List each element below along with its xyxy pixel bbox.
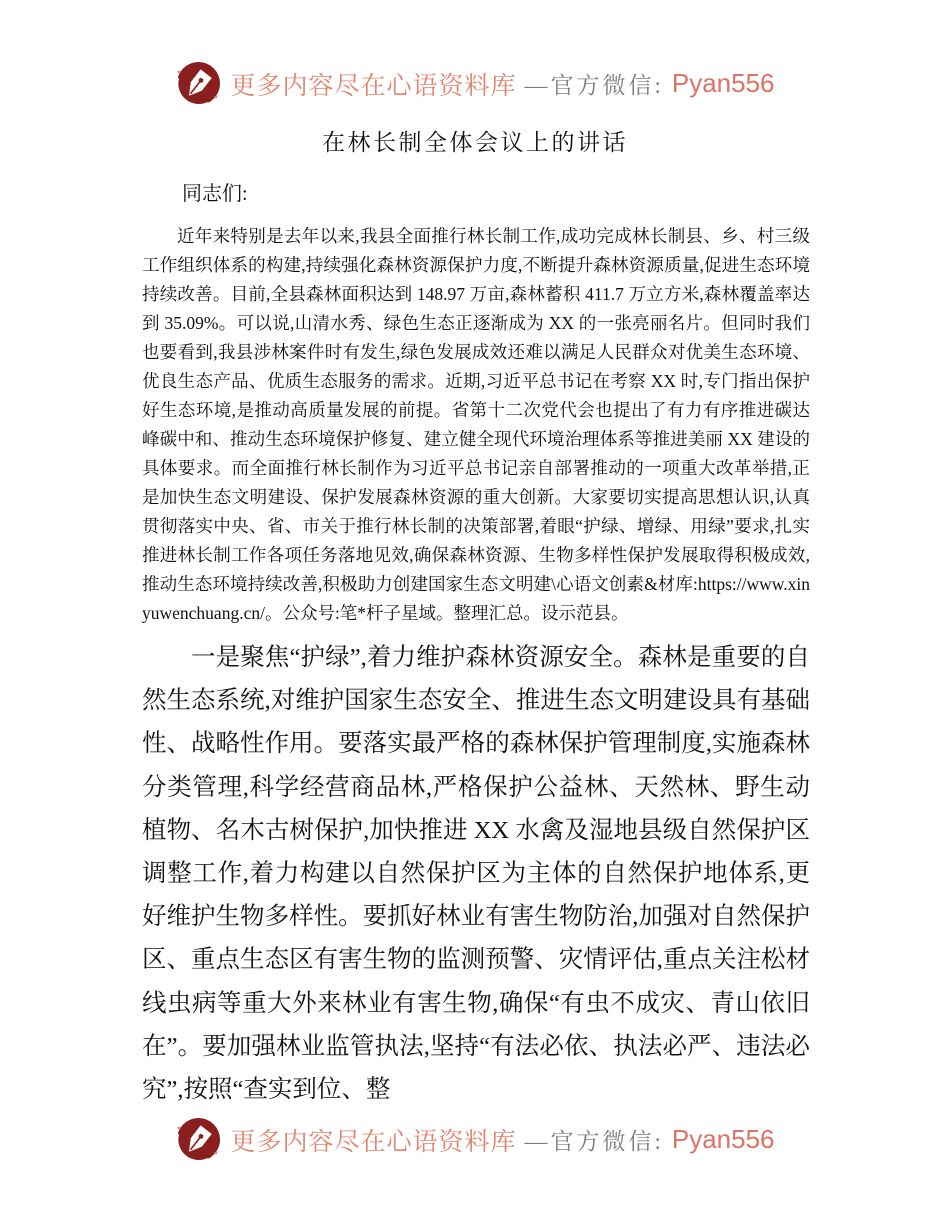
body-paragraph-intro: 近年来特别是去年以来,我县全面推行林长制工作,成功完成林长制县、乡、村三级工作组织体系的构建,持续强化森林资源保护力度,不断提升森林资源质量,促进生态环境持续改善。目前,全县森林面积达到 148.97 万亩,森林蓄积 411.7 万立方米,森林覆盖率达到 35.09%。可以说,山清水秀、绿色生态正逐渐成为 XX 的一张亮丽名片。但同时我们也要看到,我县涉林案件时有发生,绿色发展成效还难以满足人民群众对优美生态环境、优良生态产品、优质生态服务的需求。近期,习近平总书记在考察 XX 时,专门指出保护好生态环境,是推动高质量发展的前提。省第十二次党代会也提出了有力有序推进碳达峰碳中和、推动生态环境保护修复、建立健全现代环境治理体系等推进美丽 XX 建设的具体要求。而全面推行林长制作为习近平总书记亲自部署推动的一项重大改革举措,正是加快生态文明建设、保护发展森林资源的重大创新。大家要切实提高思想认识,认真贯彻落实中央、省、市关于推行林长制的决策部署,着眼“护绿、增绿、用绿”要求,扎实推进林长制工作各项任务落地见效,确保森林资源、生物多样性保护发展取得积极成效,推动生态环境持续改善,积极助力创建国家生态文明建\心语文创素&材库:https://www.xinyuwenchuang.cn/。公众号:笔*杆子星域。整理汇总。设示范县。 <box>142 226 810 623</box>
header-watermark <box>0 60 950 107</box>
watermark-brand-text: 更多内容尽在心语资料库 <box>230 72 517 100</box>
pen-nib-circle-icon <box>175 60 222 107</box>
body-paragraph-point-one: 一是聚焦“护绿”,着力维护森林资源安全。森林是重要的自然生态系统,对维护国家生态安全、推进生态文明建设具有基础性、战略性作用。要落实最严格的森林保护管理制度,实施森林分类管理,科学经营商品林,严格保护公益林、天然林、野生动植物、名木古树保护,加快推进 XX 水禽及湿地县级自然保护区调整工作,着力构建以自然保护区为主体的自然保护地体系,更好维护生物多样性。要抓好林业有害生物防治,加强对自然保护区、重点生态区有害生物的监测预警、灾情评估,重点关注松材线虫病等重大外来林业有害生物,确保“有虫不成灾、青山依旧在”。要加强林业监管执法,坚持“有法必依、执法必严、违法必究”,按照“查实到位、整 <box>142 644 810 1104</box>
watermark-wechat-account: Pyan556 <box>671 68 775 98</box>
watermark-wechat-account: Pyan556 <box>671 1124 775 1154</box>
watermark-wechat-label: —官方微信: <box>524 73 664 98</box>
watermark-brand-text: 更多内容尽在心语资料库 <box>230 1128 517 1156</box>
salutation-line: 同志们: <box>182 183 248 205</box>
footer-watermark <box>0 1116 950 1163</box>
watermark-wechat-label: —官方微信: <box>524 1129 664 1154</box>
document-title: 在林长制全体会议上的讲话 <box>322 130 628 155</box>
pen-nib-circle-icon <box>175 1116 222 1163</box>
